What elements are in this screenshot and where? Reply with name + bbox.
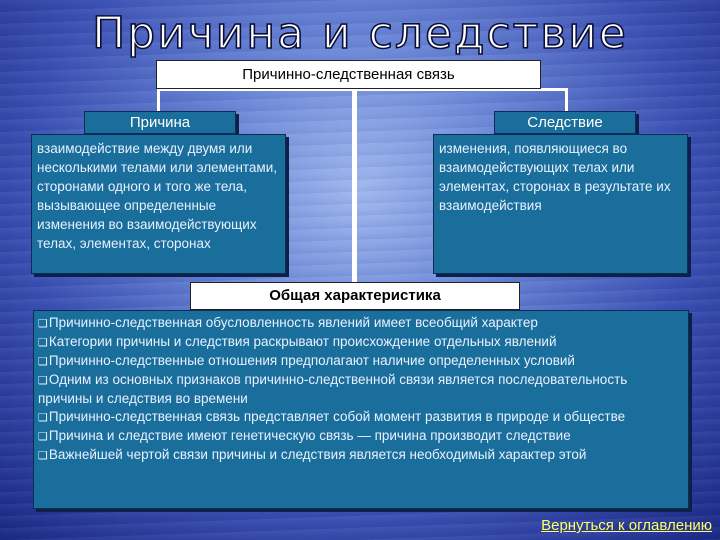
effect-description: изменения, появляющиеся во взаимодействующих телах или элементах, сторонах в результате их взаимодействия <box>439 141 671 213</box>
list-item: ❑Важнейшей чертой связи причины и следствия является необходимый характер этой <box>38 447 587 462</box>
slide-title: Причина и следствие <box>92 8 628 59</box>
list-item: ❑Причинно-следственная связь представляет собой момент развития в природе и обществе <box>38 409 626 424</box>
checkbox-bullet-icon: ❑ <box>38 336 48 349</box>
cause-label-box <box>84 111 236 134</box>
general-list <box>34 311 688 465</box>
effect-description-box <box>433 134 688 274</box>
checkbox-bullet-icon: ❑ <box>38 355 48 368</box>
checkbox-bullet-icon: ❑ <box>38 430 48 443</box>
checkbox-bullet-icon: ❑ <box>38 374 48 387</box>
cause-description-box <box>31 134 286 274</box>
checkbox-bullet-icon: ❑ <box>38 411 48 424</box>
relation-header-label: Причинно-следственная связь <box>242 66 455 83</box>
effect-label: Следствие <box>527 114 603 131</box>
general-header <box>190 282 520 310</box>
general-list-box <box>33 310 689 509</box>
checkbox-bullet-icon: ❑ <box>38 317 48 330</box>
relation-header <box>156 60 541 89</box>
connector-left <box>157 88 160 112</box>
connector-right <box>565 88 568 112</box>
checkbox-bullet-icon: ❑ <box>38 449 48 462</box>
list-item: ❑Причина и следствие имеют генетическую связь — причина производит следствие <box>38 428 571 443</box>
list-item: ❑Категории причины и следствия раскрывают происхождение отдельных явлений <box>38 334 557 349</box>
cause-description: взаимодействие между двумя или несколькими телами или элементами, сторонами одного и того же тела, вызывающее определенные изменения во взаимодействующих телах, элементах, сторонах <box>37 141 278 251</box>
connector-vertical <box>352 89 357 283</box>
general-header-label: Общая характеристика <box>269 287 441 304</box>
cause-label: Причина <box>129 114 191 131</box>
list-item: ❑Причинно-следственные отношения предполагают наличие определенных условий <box>38 353 575 368</box>
list-item: ❑Одним из основных признаков причинно-следственной связи является последовательность причины и следствия во времени <box>38 372 628 406</box>
effect-label-box <box>494 111 636 134</box>
back-to-contents-link[interactable]: Вернуться к оглавлению <box>541 517 712 534</box>
list-item: ❑Причинно-следственная обусловленность явлений имеет всеобщий характер <box>38 315 538 330</box>
